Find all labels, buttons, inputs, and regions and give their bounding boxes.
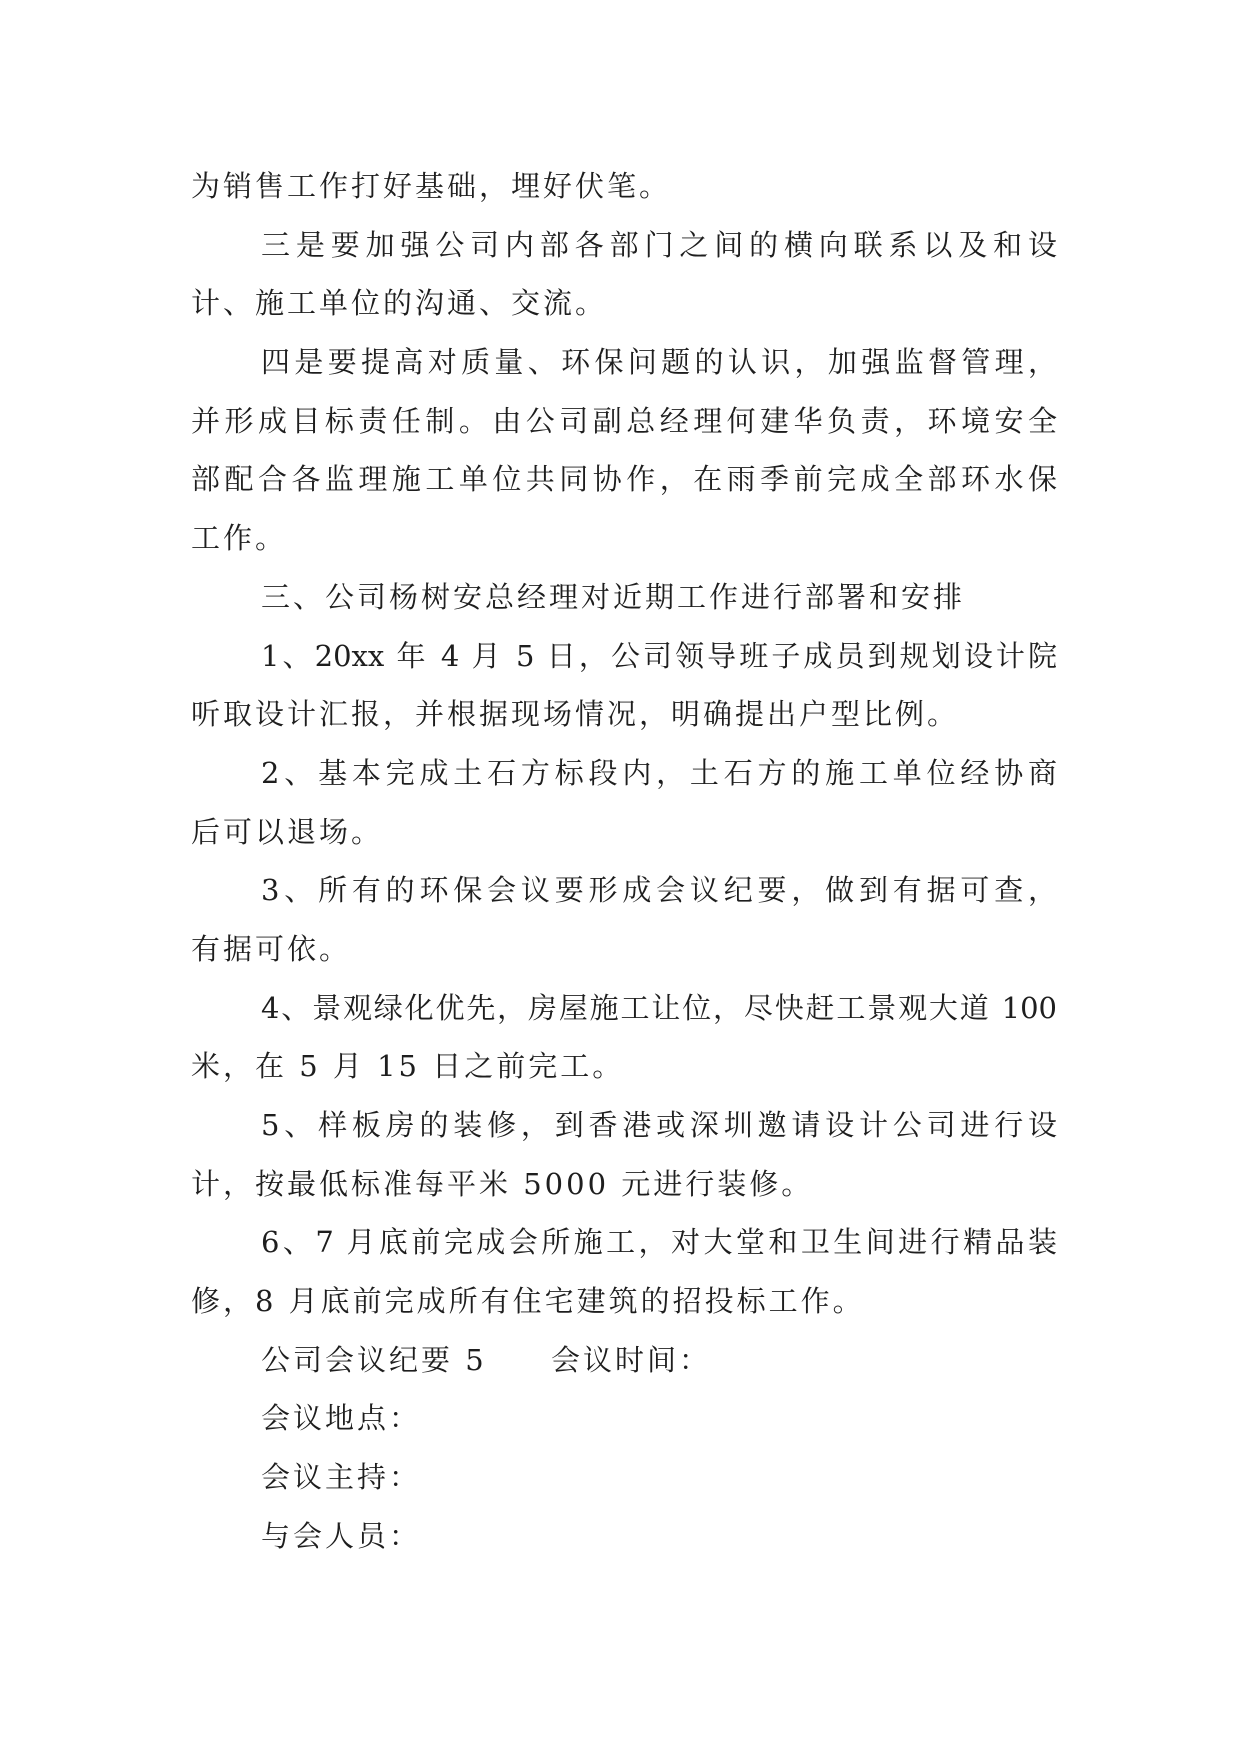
text-line: 2、基本完成土石方标段内，土石方的施工单位经协商 (261, 755, 1057, 790)
text-line: 1、20xx 年 4 月 5 日，公司领导班子成员到规划设计院 (261, 638, 1057, 673)
meeting-time-label: 会议时间： (551, 1342, 712, 1377)
text-line: 4、景观绿化优先，房屋施工让位，尽快赶工景观大道 100 (261, 990, 1057, 1025)
text-line: 6、7 月底前完成会所施工，对大堂和卫生间进行精品装 (261, 1225, 1057, 1260)
meeting-attendees-label: 与会人员： (261, 1518, 422, 1553)
list-item (191, 744, 1057, 861)
list-item (191, 627, 1057, 744)
meeting-host-label: 会议主持： (261, 1460, 422, 1495)
document-body (191, 157, 1057, 1566)
text-line: 计、施工单位的沟通、交流。 (191, 286, 608, 321)
text-line: 修，8 月底前完成所有住宅建筑的招投标工作。 (191, 1284, 865, 1319)
text-line: 部配合各监理施工单位共同协作，在雨季前完成全部环水保 (191, 462, 1057, 497)
list-item (191, 861, 1057, 978)
minutes-section (191, 1331, 1057, 1566)
text-line: 5、样板房的装修，到香港或深圳邀请设计公司进行设 (261, 1108, 1057, 1142)
text-line: 三、公司杨树安总经理对近期工作进行部署和安排 (261, 579, 966, 614)
meeting-place-label: 会议地点： (261, 1401, 422, 1436)
minutes-title-row (191, 1331, 1057, 1390)
text-line: 有据可依。 (191, 931, 352, 966)
section-heading (191, 568, 1057, 627)
text-line: 计，按最低标准每平米 5000 元进行装修。 (191, 1166, 814, 1201)
text-line: 为销售工作打好基础，埋好伏笔。 (191, 169, 672, 203)
text-line: 后可以退场。 (191, 814, 384, 849)
text-line: 听取设计汇报，并根据现场情况，明确提出户型比例。 (191, 697, 960, 732)
paragraph (191, 333, 1057, 568)
minutes-title: 公司会议纪要 5 (261, 1342, 487, 1377)
list-item (191, 1213, 1057, 1330)
text-line: 四是要提高对质量、环保问题的认识，加强监督管理， (261, 345, 1057, 380)
text-line: 米，在 5 月 15 日之前完工。 (191, 1049, 625, 1084)
text-line: 并形成目标责任制。由公司副总经理何建华负责，环境安全 (191, 403, 1057, 438)
text-line: 三是要加强公司内部各部门之间的横向联系以及和设 (261, 227, 1057, 262)
text-line: 工作。 (191, 521, 288, 556)
list-item (191, 1096, 1057, 1213)
paragraph (191, 216, 1057, 333)
paragraph (191, 157, 1057, 216)
text-line: 3、所有的环保会议要形成会议纪要，做到有据可查， (261, 873, 1057, 908)
list-item (191, 979, 1057, 1096)
